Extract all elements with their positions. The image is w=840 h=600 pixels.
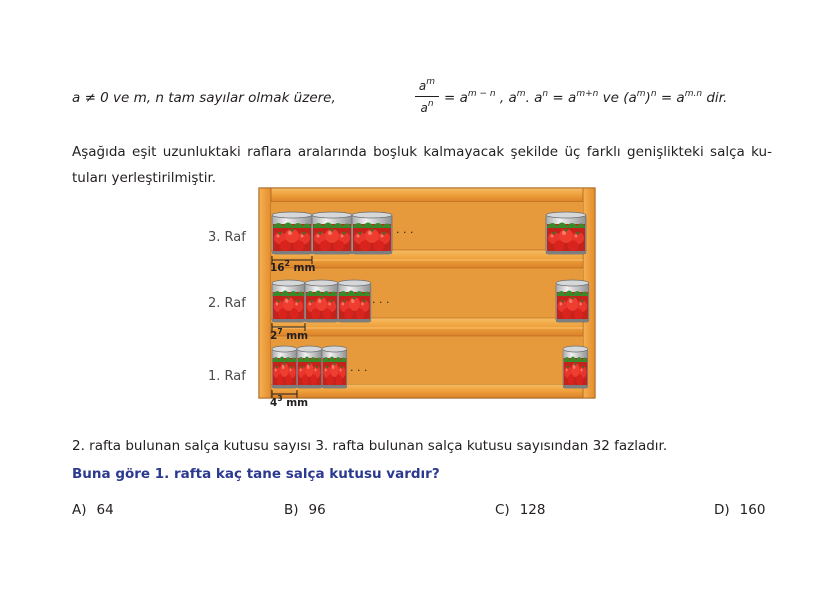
option-d-label: D) xyxy=(714,502,730,518)
option-d[interactable] xyxy=(714,502,765,518)
problem-statement: 2. rafta bulunan salça kutusu sayısı 3. rafta bulunan salça kutusu sayısından 32 fazladır. xyxy=(72,438,668,454)
exponent-rules-formula xyxy=(72,78,772,122)
option-a-value: 64 xyxy=(96,502,114,518)
fraction-denominator: $a^n$ xyxy=(420,99,434,115)
shelf-3-can-width: $16^2$ mm xyxy=(270,259,316,274)
option-c[interactable] xyxy=(495,502,545,518)
intro-paragraph xyxy=(72,139,772,191)
option-b-label: B) xyxy=(284,502,299,518)
intro-line-1: Aşağıda eşit uzunluktaki raflara aralarında boşluk kalmayacak şekilde üç farklı genişlikteki salça ku- xyxy=(72,144,772,160)
intro-line-2: tuları yerleştirilmiştir. xyxy=(72,170,217,186)
shelf-1-can-width: $4^3$ mm xyxy=(270,394,309,409)
option-a-label: A) xyxy=(72,502,87,518)
fraction-bar xyxy=(415,96,439,97)
formula-rules: = $a^{m - n}$ , $a^m$. $a^n = a^{m+n}$ ve $(a^m)^n = a^{m.n}$ dir. xyxy=(444,89,728,106)
shelf-1-ellipsis: · · · xyxy=(350,364,368,377)
problem-question: Buna göre 1. rafta kaç tane salça kutusu vardır? xyxy=(72,466,440,482)
option-c-label: C) xyxy=(495,502,510,518)
formula-condition: a ≠ 0 ve m, n tam sayılar olmak üzere, xyxy=(72,90,336,106)
shelf-drawing xyxy=(200,186,600,414)
shelf-1-label: 1. Raf xyxy=(208,369,246,384)
shelf-2-can-width: $2^7$ mm xyxy=(270,327,309,342)
option-b-value: 96 xyxy=(308,502,326,518)
shelf-2-label: 2. Raf xyxy=(208,296,246,311)
option-c-value: 128 xyxy=(519,502,546,518)
option-a[interactable] xyxy=(72,502,114,518)
shelf-2-ellipsis: · · · xyxy=(372,296,390,309)
shelf-3-ellipsis: · · · xyxy=(396,226,414,239)
option-d-value: 160 xyxy=(739,502,766,518)
fraction-numerator: $a^m$ xyxy=(418,77,436,93)
shelf-3-label: 3. Raf xyxy=(208,230,246,245)
option-b[interactable] xyxy=(284,502,326,518)
shelf-illustration xyxy=(200,186,600,414)
formula-fraction xyxy=(415,78,439,116)
